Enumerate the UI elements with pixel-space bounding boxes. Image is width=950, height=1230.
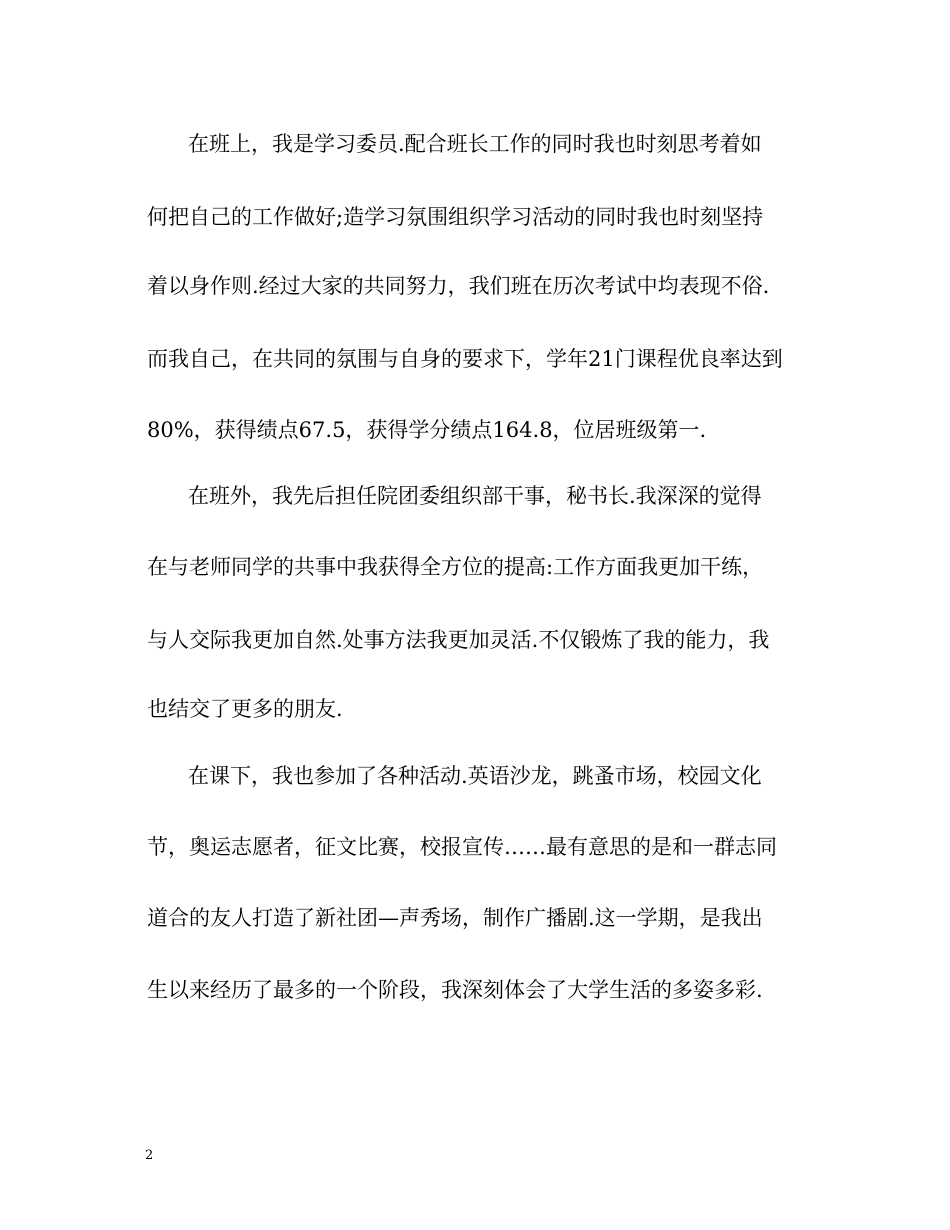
text-line: 与人交际我更加自然.处事方法我更加灵活.不仅锻炼了我的能力，我 bbox=[147, 628, 770, 652]
text-line: 在班上，我是学习委员.配合班长工作的同时我也时刻思考着如 bbox=[188, 132, 762, 156]
text-line: 着以身作则.经过大家的共同努力，我们班在历次考试中均表现不俗. bbox=[147, 274, 770, 298]
text-line: 道合的友人打造了新社团—声秀场，制作广播剧.这一学期，是我出 bbox=[147, 906, 763, 930]
text-line: 生以来经历了最多的一个阶段，我深刻体会了大学生活的多姿多彩. bbox=[147, 978, 763, 1002]
text-line: 节，奥运志愿者，征文比赛，校报宣传……最有意思的是和一群志同 bbox=[147, 835, 777, 859]
text-line: 80%，获得绩点67.5，获得学分绩点164.8，位居班级第一. bbox=[147, 418, 707, 442]
text-line: 也结交了更多的朋友. bbox=[147, 697, 343, 721]
text-line: 在班外，我先后担任院团委组织部干事，秘书长.我深深的觉得 bbox=[188, 484, 762, 508]
text-line: 在与老师同学的共事中我获得全方位的提高:工作方面我更加干练， bbox=[147, 555, 764, 579]
page-number: 2 bbox=[145, 1148, 154, 1163]
text-line: 何把自己的工作做好;造学习氛围组织学习活动的同时我也时刻坚持 bbox=[147, 205, 764, 229]
text-line: 在课下，我也参加了各种活动.英语沙龙，跳蚤市场，校园文化 bbox=[188, 764, 762, 788]
text-line: 而我自己，在共同的氛围与自身的要求下，学年21门课程优良率达到 bbox=[147, 347, 783, 371]
